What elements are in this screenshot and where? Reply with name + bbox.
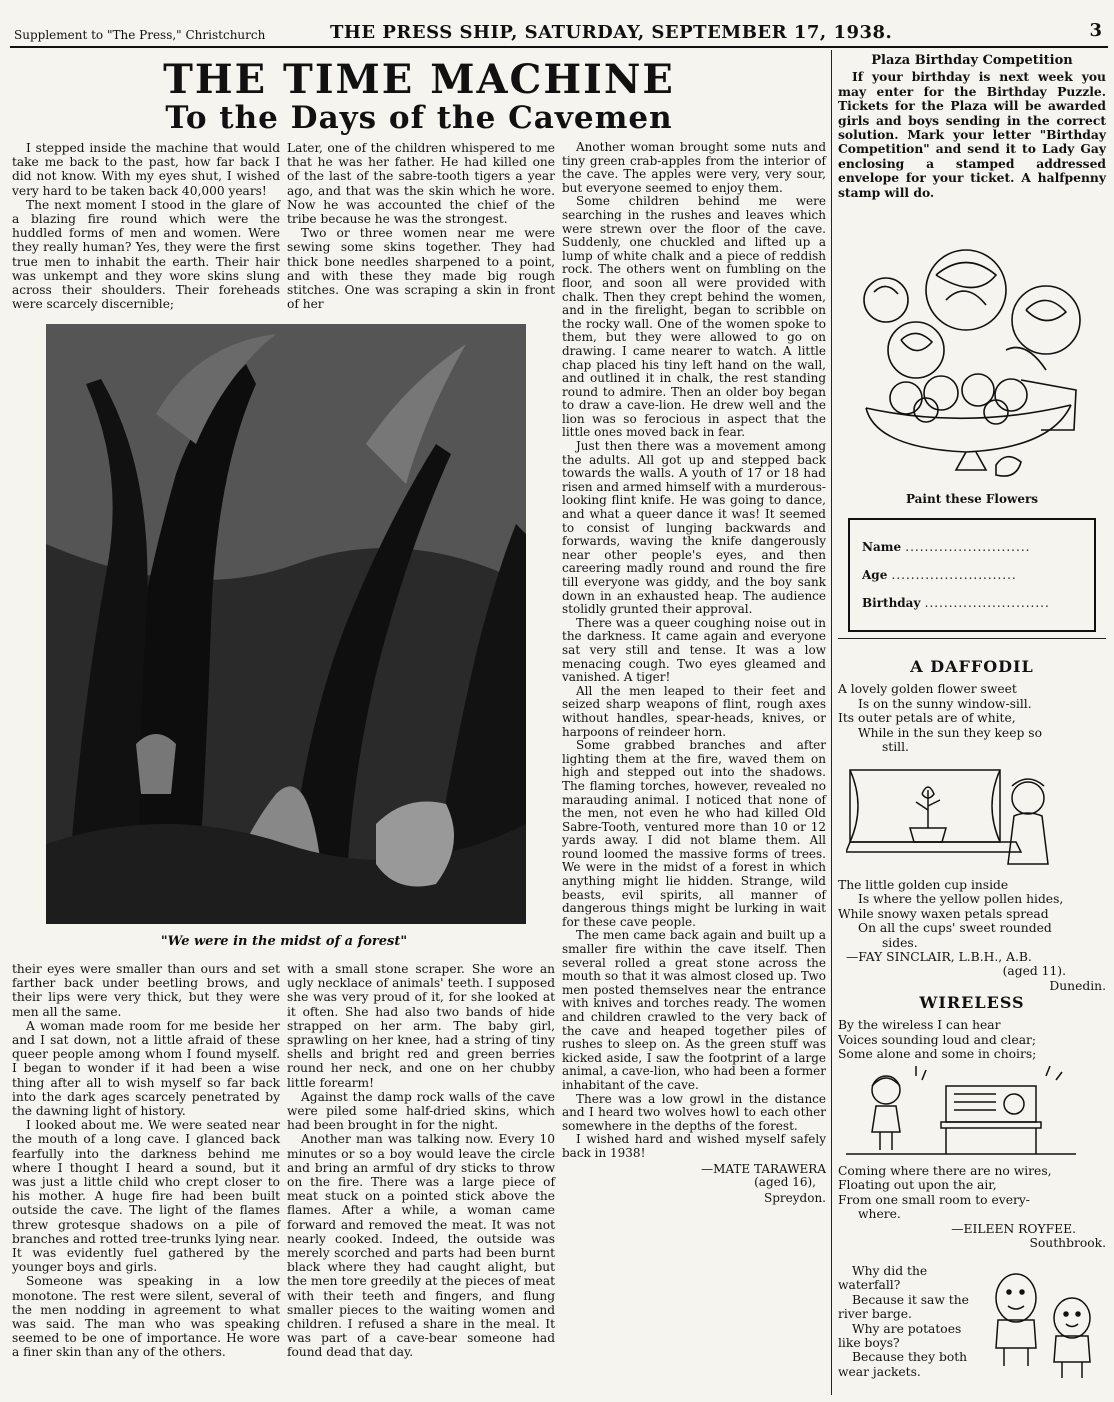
- author-name: —MATE TARAWERA: [701, 1161, 826, 1176]
- daffodil-title: A DAFFODIL: [910, 657, 1034, 676]
- paragraph: A woman made room for me beside her and I sat down, not a little afraid of these queer people among whom I found myself. I began to wonder if it had been a wise thing after all to wish myself so far back into the dark ages scarcely penetrated by the dawning light of history.: [12, 1018, 280, 1119]
- birthday-label: Birthday: [862, 596, 921, 610]
- potato-drawing: [984, 1262, 1104, 1382]
- paragraph: Just then there was a movement among the adults. All got up and stepped back towards the walls. A youth of 17 or 18 had risen and armed himself with a murderous-looking flint knife. He was going to dance, and what a queer dance it was! It seemed to consist of lunging backwards and forwards, waving the knife dangerously near other people's eyes, and then careering madly round and round the fire till everyone was giddy, and the boy sank down in an exhausted heap. The audience stolidly grunted their approval.: [562, 439, 826, 617]
- paragraph: I looked about me. We were seated near the mouth of a long cave. I glanced back fearfully into the darkness behind me where I thought I heard a sound, but it was just a little child who crept closer to his mother. A huge fire had been built outside the cave. The light of the flames threw grotesque shadows on a pile of branches and rotted tree-trunks lying near. It was evidently fuel gathered by the younger boys and girls.: [12, 1118, 280, 1275]
- birthday-dots: ..........................: [924, 596, 1050, 610]
- poem-line: where.: [858, 1207, 901, 1222]
- daffodil-drawing: [846, 766, 1076, 870]
- paragraph: their eyes were smaller than ours and set farther back under beetling brows, and their lips were very thick, but they were men all the same.: [12, 962, 280, 1019]
- column-rule: [831, 50, 832, 1395]
- poem-line: Is on the sunny window-sill.: [858, 696, 1032, 711]
- flower-bowl-icon: [846, 230, 1096, 488]
- paragraph: There was a queer coughing noise out in the darkness. It came again and everyone sat very still and tense. It was a low menacing cough. Two eyes gleamed and vanished. A tiger!: [562, 615, 826, 685]
- flowers-caption: Paint these Flowers: [905, 492, 1039, 506]
- author-age: (aged 16),: [754, 1175, 816, 1190]
- wireless-drawing: [846, 1066, 1076, 1160]
- column-2-top: [287, 141, 555, 311]
- poem-line: On all the cups' sweet rounded: [858, 921, 1052, 936]
- joke-answer: Because it saw the river barge.: [838, 1292, 969, 1322]
- age-label: Age: [862, 568, 888, 582]
- poem-line: Voices sounding loud and clear;: [838, 1032, 1037, 1047]
- daffodil-age: (aged 11).: [1002, 964, 1066, 979]
- birthday-field[interactable]: [862, 596, 1050, 610]
- poem-line: While snowy waxen petals spread: [838, 906, 1049, 921]
- daffodil-poem: [838, 657, 1106, 755]
- paragraph: The men came back again and built up a smaller fire within the cave itself. Then several rolled a great stone across the mouth so that it was almost closed up. Two men posted themselves near the entrance with knives and torches ready. The women and children crawled to the very back of the cave and heaped together piles of rushes to sleep on. As the green stuff was kicked aside, I saw the footprint of a large animal, a cave-lion, who had been a former inhabitant of the cave.: [562, 928, 826, 1092]
- poem-line: By the wireless I can hear: [838, 1018, 1001, 1033]
- daffodil-poem-2: [838, 878, 1106, 993]
- flowers-drawing: [846, 230, 1096, 488]
- sidebar-rule: [838, 638, 1106, 639]
- author-place: Spreydon.: [764, 1190, 826, 1205]
- paragraph: with a small stone scraper. She wore an ugly necklace of animals' teeth. I supposed she was very proud of it, for she looked at it often. She had also two bands of hide strapped on her arm. The baby girl, sprawling on her knee, had a string of tiny shells and bright red and green berries round her neck, and one on her chubby little forearm!: [287, 962, 555, 1090]
- poem-line: Coming where there are no wires,: [838, 1164, 1052, 1178]
- joke-question: Why did the waterfall?: [838, 1264, 928, 1293]
- poem-line: From one small room to every-: [838, 1192, 1030, 1207]
- paragraph: All the men leaped to their feet and seized sharp weapons of flint, rough axes without handles, spear-heads, knives, or harpoons of reindeer horn.: [562, 683, 826, 739]
- name-dots: ..........................: [905, 540, 1031, 554]
- forest-photo: [46, 324, 526, 924]
- paragraph: Another man was talking now. Every 10 minutes or so a boy would leave the circle and bring an armful of dry sticks to throw on the fire. There was a large piece of meat stuck on a pointed stick above the flames. After a while, a woman came forward and removed the meat. It was not nearly cooked. Indeed, the outside was merely scorched and parts had been burnt black where they had caught alight, but the men tore greedily at the pieces of meat with their teeth and fingers, and flung smaller pieces to the waiting women and children. I refused a share in the meal. It was part of a cave-bear someone had found dead that day.: [287, 1132, 555, 1360]
- paragraph: I wished hard and wished myself safely back in 1938!: [562, 1132, 826, 1160]
- page-number: 3: [1089, 20, 1102, 41]
- paragraph: Against the damp rock walls of the cave were piled some half-dried skins, which had been brought in for the night.: [287, 1089, 555, 1133]
- poem-line: While in the sun they keep so: [858, 725, 1042, 740]
- competition-text: If your birthday is next week you may enter for the Birthday Puzzle. Tickets for the Plaza will be awarded girls and boys sending in the correct solution. Mark your letter "Birthday Competition" and send it to Lady Gay enclosing a stamped addressed envelope for your ticket. A halfpenny stamp will do.: [838, 69, 1106, 200]
- paragraph: Some grabbed branches and after lighting them at the fire, waved them on high and stepped out into the shadows. The flaming torches, however, revealed no marauding animal. I noticed that none of the men, not even he who had killed Old Sabre-Tooth, ventured more than 10 or 12 yards away. I did not blame them. All round loomed the massive forms of trees. We were in the midst of a forest in which anything might lie hidden. Strange, wild beasts, evil spirits, all manner of dangerous things might be lurking in wait for these cave people.: [562, 738, 826, 929]
- competition-section: [838, 54, 1106, 200]
- poem-line: A lovely golden flower sweet: [838, 682, 1017, 697]
- age-dots: ..........................: [891, 568, 1017, 582]
- entry-form: [848, 518, 1096, 632]
- poem-line: sides.: [882, 935, 918, 950]
- wireless-poem: [838, 993, 1106, 1062]
- paragraph: Later, one of the children whispered to me that he was her father. He had killed one of the last of the sabre-tooth tigers a year ago, and that was the skin which he wore. Now he was accounted the chief of the tribe because he was the strongest.: [287, 141, 555, 227]
- masthead: [10, 20, 1108, 48]
- competition-title: Plaza Birthday Competition: [871, 53, 1073, 68]
- poem-line: still.: [882, 740, 909, 755]
- poem-line: Some alone and some in choirs;: [838, 1047, 1037, 1062]
- poem-line: Is where the yellow pollen hides,: [858, 892, 1064, 907]
- column-3: [562, 141, 826, 1205]
- joke-question: Why are potatoes like boys?: [838, 1321, 962, 1351]
- jokes-section: [838, 1264, 980, 1379]
- radio-girl-icon: [846, 1066, 1076, 1160]
- article-title: THE TIME MACHINE: [163, 56, 675, 103]
- paragraph: Two or three women near me were sewing some skins together. They had thick bone needles sharpened to a point, and with these they made big rough stitches. One was scraping a skin in front of her: [287, 226, 555, 312]
- poem-line: Its outer petals are of white,: [838, 711, 1016, 726]
- paragraph: Someone was speaking in a low monotone. The rest were silent, several of the men nodding in agreement to what was said. The man who was speaking seemed to be one of importance. He wore a finer skin than any of the others.: [12, 1274, 280, 1360]
- flowers-caption-wrap: [838, 492, 1106, 506]
- newspaper-title: THE PRESS SHIP, SATURDAY, SEPTEMBER 17, 1938.: [330, 22, 893, 43]
- paragraph: Some children behind me were searching in the rushes and leaves which were strewn over the floor of the cave. Suddenly, one chuckled and lifted up a lump of white chalk and a piece of reddish rock. The others went on fumbling on the floor, and soon all were provided with chalk. Then they crept behind the women, and in the firelight, began to scribble on the rocky wall. One of the women spoke to them, but they were allowed to go on drawing. I came nearer to watch. A little chap placed his tiny left hand on the wall, and outlined it in chalk, the rest standing round to admire. Then an older boy began to draw a cave-lion. He drew well and the lion was so ferocious in aspect that the little ones moved back in fear.: [562, 194, 826, 440]
- joke-answer: Because they both wear jackets.: [838, 1350, 968, 1379]
- poem-line: Floating out upon the air,: [838, 1178, 997, 1193]
- daffodil-place: Dunedin.: [1049, 978, 1106, 993]
- forest-image: [46, 324, 526, 924]
- potato-boys-icon: [984, 1262, 1104, 1382]
- wireless-place: Southbrook.: [1029, 1236, 1106, 1251]
- paragraph: The next moment I stood in the glare of a blazing fire round which were the huddled forms of men and women. Were they really human? Yes, they were the first true men to inhabit the earth. Their hair was unkempt and they wore skins slung across their shoulders. Their foreheads were scarcely discernible;: [12, 197, 280, 312]
- column-1-top: [12, 141, 280, 311]
- name-label: Name: [862, 540, 902, 554]
- paragraph: Another woman brought some nuts and tiny green crab-apples from the interior of the cave. The apples were very, very sour, but everyone seemed to enjoy them.: [562, 140, 826, 195]
- name-field[interactable]: [862, 540, 1030, 554]
- wireless-title: WIRELESS: [919, 993, 1025, 1012]
- column-2-bottom: [287, 962, 555, 1360]
- article-subtitle: To the Days of the Cavemen: [165, 100, 673, 136]
- photo-caption: "We were in the midst of a forest": [160, 934, 408, 949]
- wireless-poem-2: [838, 1164, 1106, 1250]
- column-1-bottom: [12, 962, 280, 1360]
- age-field[interactable]: [862, 568, 1017, 582]
- supplement-line: Supplement to "The Press," Christchurch: [14, 28, 266, 42]
- wireless-author: —EILEEN ROYFEE.: [951, 1221, 1076, 1236]
- daffodil-author: —FAY SINCLAIR, L.B.H., A.B.: [846, 950, 1032, 965]
- paragraph: There was a low growl in the distance and I heard two wolves howl to each other somewhere in the depths of the forest.: [562, 1091, 826, 1133]
- poem-line: The little golden cup inside: [838, 878, 1009, 892]
- paragraph: I stepped inside the machine that would take me back to the past, how far back I did not know. With my eyes shut, I wished very hard to be taken back 40,000 years!: [12, 141, 280, 198]
- window-girl-icon: [846, 766, 1076, 870]
